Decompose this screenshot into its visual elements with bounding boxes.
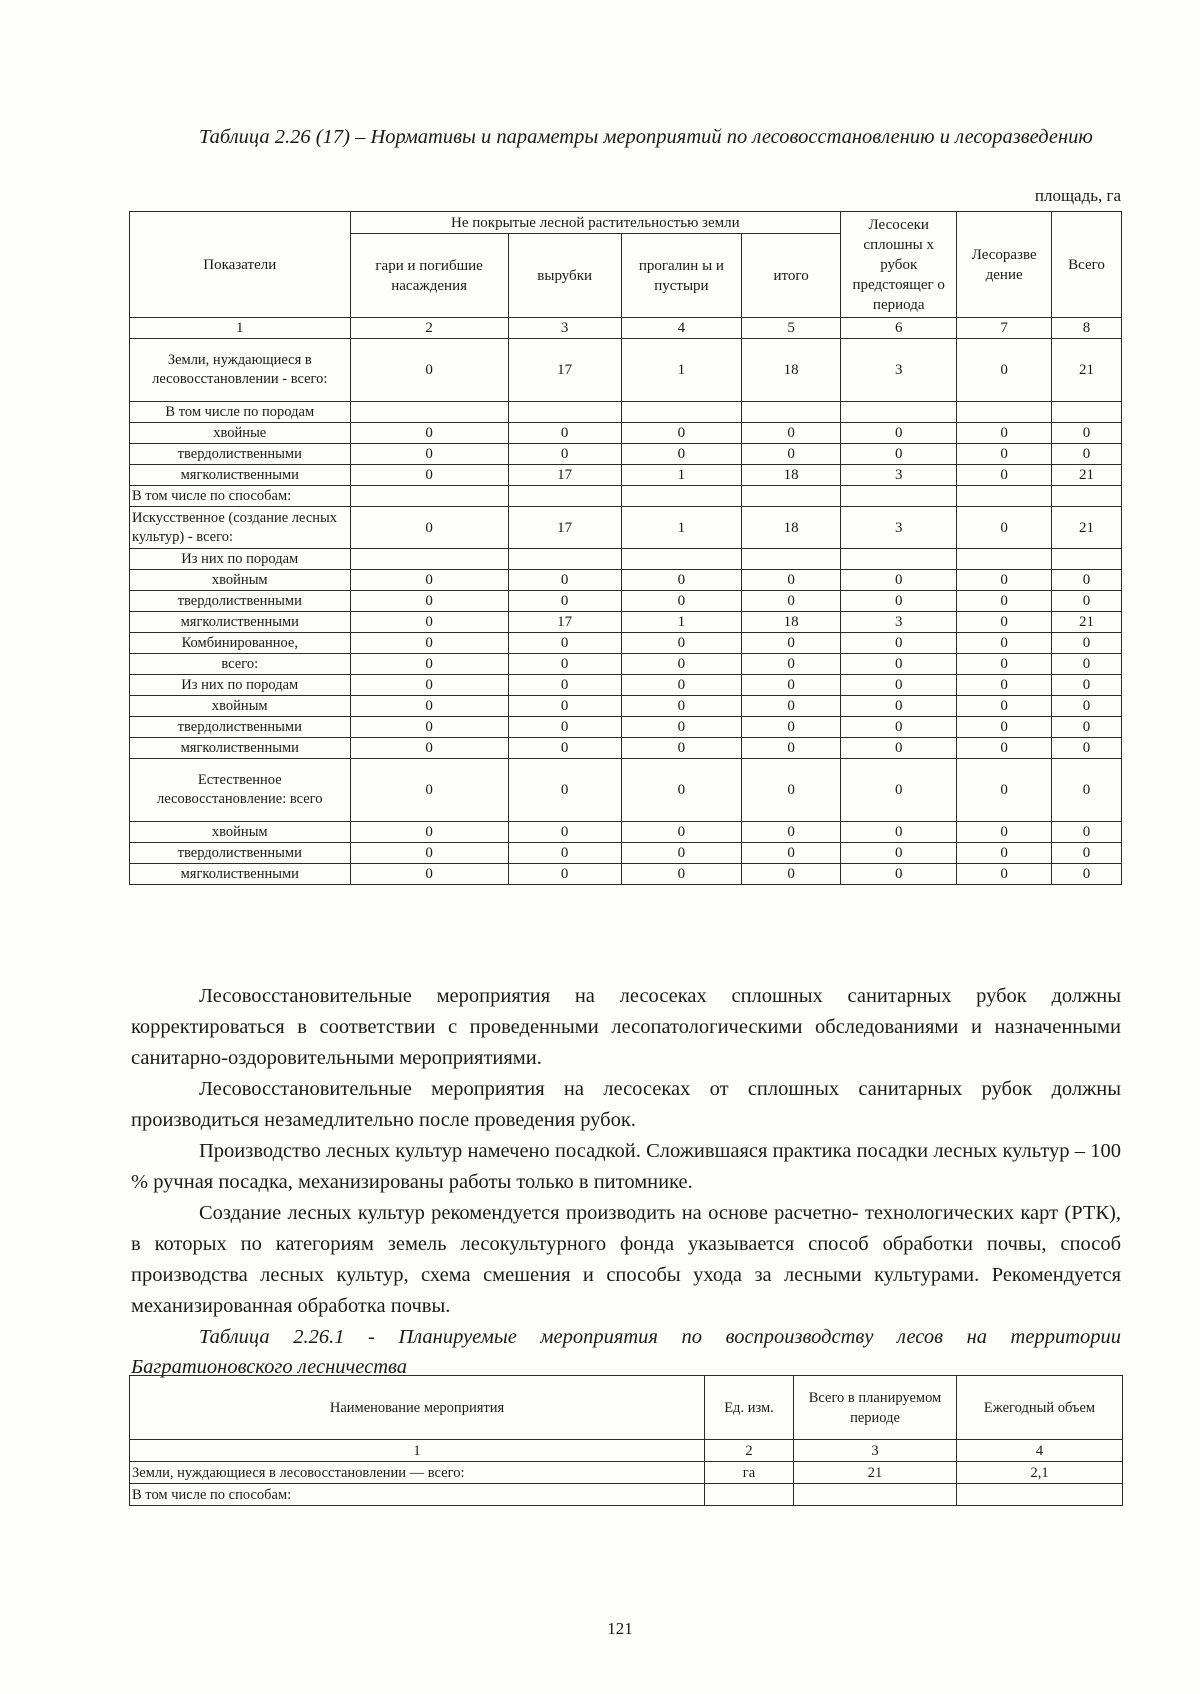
paragraph: Лесовосстановительные мероприятия на лесосеках от сплошных санитарных рубок должны производиться незамедлительно после проведения рубок. <box>131 1078 1121 1131</box>
table-cell <box>621 549 741 570</box>
row-label: хвойные <box>130 423 351 444</box>
table-cell: 0 <box>841 696 957 717</box>
measure-name: В том числе по способам: <box>130 1484 705 1506</box>
table-cell: 0 <box>742 759 841 822</box>
table-row <box>130 402 1122 423</box>
table-cell: 0 <box>350 738 508 759</box>
table-row <box>130 717 1122 738</box>
row-label: Естественное лесовосстановление: всего <box>130 759 351 822</box>
table-cell: 0 <box>841 423 957 444</box>
table-cell: 0 <box>508 675 621 696</box>
row-label: Искусственное (создание лесных культур) - всего: <box>130 507 351 549</box>
row-label: твердолиственными <box>130 717 351 738</box>
table-cell: 0 <box>742 675 841 696</box>
table-cell <box>621 402 741 423</box>
table-cell <box>350 549 508 570</box>
table-row <box>130 1484 1123 1506</box>
table-cell <box>508 486 621 507</box>
table-cell: 0 <box>621 843 741 864</box>
measure-name: Земли, нуждающиеся в лесовосстановлении — всего: <box>130 1462 705 1484</box>
table-cell: 17 <box>508 507 621 549</box>
table-cell: 0 <box>1051 633 1121 654</box>
column-number: 3 <box>508 318 621 339</box>
table-cell: 0 <box>957 570 1052 591</box>
row-label: В том числе по породам <box>130 402 351 423</box>
table-cell: 18 <box>742 612 841 633</box>
table-cell <box>957 486 1052 507</box>
table-cell: 0 <box>350 822 508 843</box>
table-cell: 0 <box>742 864 841 885</box>
table-cell: 0 <box>742 654 841 675</box>
row-label: Земли, нуждающиеся в лесовосстановлении - всего: <box>130 339 351 402</box>
table-row <box>130 843 1122 864</box>
table-cell: 0 <box>621 423 741 444</box>
table-cell: 0 <box>350 612 508 633</box>
table-cell: 0 <box>957 675 1052 696</box>
table-row <box>130 864 1122 885</box>
table-cell: 0 <box>1051 717 1121 738</box>
table-cell: 0 <box>350 633 508 654</box>
table-cell: 3 <box>841 612 957 633</box>
table-cell: 0 <box>508 633 621 654</box>
table-cell <box>841 549 957 570</box>
table-cell: 0 <box>841 843 957 864</box>
table-cell: 0 <box>957 696 1052 717</box>
table-cell: 0 <box>1051 654 1121 675</box>
paragraph: Создание лесных культур рекомендуется производить на основе расчетно- технологических карт (РТК), в которых по категориям земель лесокультурного фонда указывается способ обработки почвы, способ производства лесных культур, схема смешения и способы ухода за лесными культурами. Рекомендуется механизированная обработка почвы. <box>131 1202 1121 1317</box>
table2-caption-label: Таблица 2.26.1 <box>199 1326 345 1348</box>
table-cell: 0 <box>742 423 841 444</box>
table-cell: 1 <box>621 465 741 486</box>
table-cell: 0 <box>350 864 508 885</box>
table-cell: 0 <box>1051 738 1121 759</box>
table-cell: 0 <box>1051 864 1121 885</box>
table-cell: 18 <box>742 507 841 549</box>
table-cell: 0 <box>621 864 741 885</box>
column-number: 6 <box>841 318 957 339</box>
column-number: 4 <box>621 318 741 339</box>
row-label: всего: <box>130 654 351 675</box>
paragraph: Лесовосстановительные мероприятия на лесосеках сплошных санитарных рубок должны корректироваться в соответствии с проведенными лесопатологическими обследованиями и назначенными санитарно-оздоровительными мероприятиями. <box>131 985 1121 1069</box>
table-cell: 0 <box>742 591 841 612</box>
table-cell: 0 <box>621 738 741 759</box>
table-cell: 0 <box>742 822 841 843</box>
table-cell: 0 <box>621 759 741 822</box>
table-cell: 0 <box>350 675 508 696</box>
table-cell: 0 <box>508 822 621 843</box>
table-cell: 0 <box>841 444 957 465</box>
table-cell: 0 <box>350 654 508 675</box>
table-cell: 0 <box>1051 822 1121 843</box>
table-cell: 0 <box>508 654 621 675</box>
table-cell: 1 <box>621 339 741 402</box>
row-label: хвойным <box>130 822 351 843</box>
table-cell: 0 <box>508 696 621 717</box>
table-cell: 0 <box>841 822 957 843</box>
table-cell: 0 <box>841 759 957 822</box>
table-cell: 0 <box>350 570 508 591</box>
table-cell: 21 <box>794 1462 957 1484</box>
table-cell: 0 <box>621 675 741 696</box>
table-row <box>130 738 1122 759</box>
table-cell <box>742 486 841 507</box>
table-cell: 0 <box>621 444 741 465</box>
table-cell: 0 <box>350 591 508 612</box>
column-number-row <box>130 1440 1123 1462</box>
table-cell: 0 <box>1051 591 1121 612</box>
table-cell: 0 <box>621 570 741 591</box>
header-unit: Ед. изм. <box>705 1376 794 1440</box>
table-cell: 21 <box>1051 339 1121 402</box>
header-indicators: Показатели <box>130 212 351 318</box>
table2-caption-text: - Планируемые мероприятия по воспроизводству лесов на территории Багратионовского лесничества <box>131 1326 1122 1378</box>
row-label: хвойным <box>130 696 351 717</box>
table-cell: 18 <box>742 339 841 402</box>
table-row <box>130 444 1122 465</box>
table-cell: 0 <box>350 717 508 738</box>
table-cell: 0 <box>742 444 841 465</box>
row-label: Из них по породам <box>130 549 351 570</box>
table-row <box>130 465 1122 486</box>
table1-caption <box>131 122 1121 152</box>
column-number: 1 <box>130 1440 705 1462</box>
table-cell: 0 <box>350 465 508 486</box>
table-cell: 0 <box>957 507 1052 549</box>
table-cell: 0 <box>957 465 1052 486</box>
body-text <box>131 981 1121 1322</box>
table-cell: 0 <box>742 570 841 591</box>
table-cell: 0 <box>957 612 1052 633</box>
table-cell <box>742 402 841 423</box>
table-row <box>130 1462 1123 1484</box>
table-cell <box>1051 486 1121 507</box>
row-label: В том числе по способам: <box>130 486 351 507</box>
table-cell: 0 <box>841 591 957 612</box>
table-cell: 0 <box>742 717 841 738</box>
row-label: мягколиственными <box>130 465 351 486</box>
column-number: 8 <box>1051 318 1121 339</box>
table-cell: 0 <box>508 423 621 444</box>
header-group-unforested-lands: Не покрытые лесной растительностью земли <box>350 212 841 234</box>
table-cell: 0 <box>841 633 957 654</box>
table-cell: 0 <box>508 843 621 864</box>
table-row <box>130 612 1122 633</box>
table-cell: 0 <box>350 696 508 717</box>
table-cell <box>957 1484 1123 1506</box>
table-row <box>130 507 1122 549</box>
table-cell: 0 <box>508 570 621 591</box>
table-cell: 21 <box>1051 507 1121 549</box>
table-cell <box>957 549 1052 570</box>
table-cell <box>841 402 957 423</box>
table-cell: 21 <box>1051 612 1121 633</box>
table-row <box>130 486 1122 507</box>
table-cell: 0 <box>841 864 957 885</box>
table-cell: 0 <box>621 633 741 654</box>
table-cell: 0 <box>742 633 841 654</box>
table-cell: 0 <box>957 717 1052 738</box>
unit-note: площадь, га <box>1034 186 1121 205</box>
row-label: твердолиственными <box>130 591 351 612</box>
table-cell: 0 <box>1051 843 1121 864</box>
row-label: мягколиственными <box>130 612 351 633</box>
table-cell: 0 <box>350 423 508 444</box>
table-cell: 1 <box>621 507 741 549</box>
table-cell: 0 <box>621 654 741 675</box>
paragraph: Производство лесных культур намечено посадкой. Сложившаяся практика посадки лесных культур – 100 % ручная посадка, механизированы работы только в питомнике. <box>131 1140 1121 1193</box>
table-cell: 0 <box>350 843 508 864</box>
column-number: 5 <box>742 318 841 339</box>
page-number: 121 <box>607 1619 633 1638</box>
column-number: 3 <box>794 1440 957 1462</box>
table-cell: 0 <box>841 570 957 591</box>
table-cell: 0 <box>841 675 957 696</box>
row-label: твердолиственными <box>130 444 351 465</box>
table-cell: 0 <box>1051 696 1121 717</box>
table-cell: 0 <box>742 696 841 717</box>
table-cell: 0 <box>508 759 621 822</box>
table-cell: 0 <box>350 759 508 822</box>
table-cell <box>350 486 508 507</box>
table-cell: 0 <box>957 759 1052 822</box>
table-cell: 3 <box>841 507 957 549</box>
table-cell: 0 <box>957 423 1052 444</box>
column-number: 7 <box>957 318 1052 339</box>
table-cell: 0 <box>1051 444 1121 465</box>
column-number: 2 <box>705 1440 794 1462</box>
column-number: 4 <box>957 1440 1123 1462</box>
table-cell: 0 <box>508 591 621 612</box>
header-measure-name: Наименование мероприятия <box>130 1376 705 1440</box>
reforestation-norms-table <box>129 211 1122 885</box>
table-cell: 0 <box>841 717 957 738</box>
table-row <box>130 675 1122 696</box>
table2-caption <box>131 1322 1121 1382</box>
table-cell: 0 <box>350 444 508 465</box>
header-total: Всего <box>1051 212 1121 318</box>
table-cell: 0 <box>742 738 841 759</box>
table-cell: 17 <box>508 339 621 402</box>
header-annual-volume: Ежегодный объем <box>957 1376 1123 1440</box>
header-clearings: вырубки <box>508 234 621 318</box>
table-cell: 0 <box>350 339 508 402</box>
table-cell <box>350 402 508 423</box>
table-cell: 0 <box>621 591 741 612</box>
table-row <box>130 759 1122 822</box>
table1-caption-text: – Нормативы и параметры мероприятий по лесовосстановлению и лесоразведению <box>355 126 1093 148</box>
table-cell: 0 <box>957 654 1052 675</box>
table-cell: 0 <box>508 444 621 465</box>
table-cell: 0 <box>957 843 1052 864</box>
table-row <box>130 696 1122 717</box>
table-cell: 0 <box>508 864 621 885</box>
table-cell: 0 <box>508 738 621 759</box>
table-cell: 0 <box>1051 423 1121 444</box>
header-clearcut-sites: Лесосеки сплошны х рубок предстоящег о периода <box>841 212 957 318</box>
table-cell: 18 <box>742 465 841 486</box>
table1-caption-label: Таблица 2.26 (17) <box>199 126 350 148</box>
table-cell: 0 <box>957 339 1052 402</box>
table-cell: 0 <box>957 444 1052 465</box>
table-cell <box>1051 549 1121 570</box>
table-cell: 0 <box>957 864 1052 885</box>
header-glades-wastelands: прогалин ы и пустыри <box>621 234 741 318</box>
table-cell <box>705 1484 794 1506</box>
header-burnt-stands: гари и погибшие насаждения <box>350 234 508 318</box>
table-cell: 0 <box>1051 570 1121 591</box>
table-row <box>130 339 1122 402</box>
table-row <box>130 591 1122 612</box>
header-afforestation: Лесоразве дение <box>957 212 1052 318</box>
table-cell: 3 <box>841 339 957 402</box>
table-cell: 0 <box>841 738 957 759</box>
table-cell: 0 <box>957 633 1052 654</box>
table-cell: 21 <box>1051 465 1121 486</box>
table-cell: 0 <box>350 507 508 549</box>
row-label: Из них по породам <box>130 675 351 696</box>
table-cell <box>1051 402 1121 423</box>
row-label: Комбинированное, <box>130 633 351 654</box>
table-cell: 0 <box>957 738 1052 759</box>
table-cell: 17 <box>508 612 621 633</box>
header-period-total: Всего в планируемом периоде <box>794 1376 957 1440</box>
header-subtotal: итого <box>742 234 841 318</box>
table-cell <box>957 402 1052 423</box>
table-row <box>130 822 1122 843</box>
table-cell: 0 <box>621 696 741 717</box>
table-cell: 0 <box>957 591 1052 612</box>
table-cell <box>841 486 957 507</box>
table-row <box>130 549 1122 570</box>
table-cell: 0 <box>1051 675 1121 696</box>
table-cell: 17 <box>508 465 621 486</box>
table-cell: 3 <box>841 465 957 486</box>
row-label: твердолиственными <box>130 843 351 864</box>
table-cell: 0 <box>742 843 841 864</box>
table-cell <box>621 486 741 507</box>
row-label: мягколиственными <box>130 738 351 759</box>
table-cell <box>508 549 621 570</box>
table-cell: 0 <box>621 822 741 843</box>
column-number-row <box>130 318 1122 339</box>
row-label: хвойным <box>130 570 351 591</box>
table-cell <box>508 402 621 423</box>
table-row <box>130 654 1122 675</box>
table-cell: 0 <box>957 822 1052 843</box>
table-row <box>130 570 1122 591</box>
table-row <box>130 423 1122 444</box>
table-cell: 0 <box>1051 759 1121 822</box>
column-number: 2 <box>350 318 508 339</box>
table-cell: 2,1 <box>957 1462 1123 1484</box>
table-cell <box>742 549 841 570</box>
row-label: мягколиственными <box>130 864 351 885</box>
table-cell: 1 <box>621 612 741 633</box>
table-cell: га <box>705 1462 794 1484</box>
table-row <box>130 633 1122 654</box>
table-cell <box>794 1484 957 1506</box>
table-cell: 0 <box>508 717 621 738</box>
table-cell: 0 <box>841 654 957 675</box>
table-cell: 0 <box>621 717 741 738</box>
column-number: 1 <box>130 318 351 339</box>
planned-measures-table <box>129 1375 1123 1506</box>
